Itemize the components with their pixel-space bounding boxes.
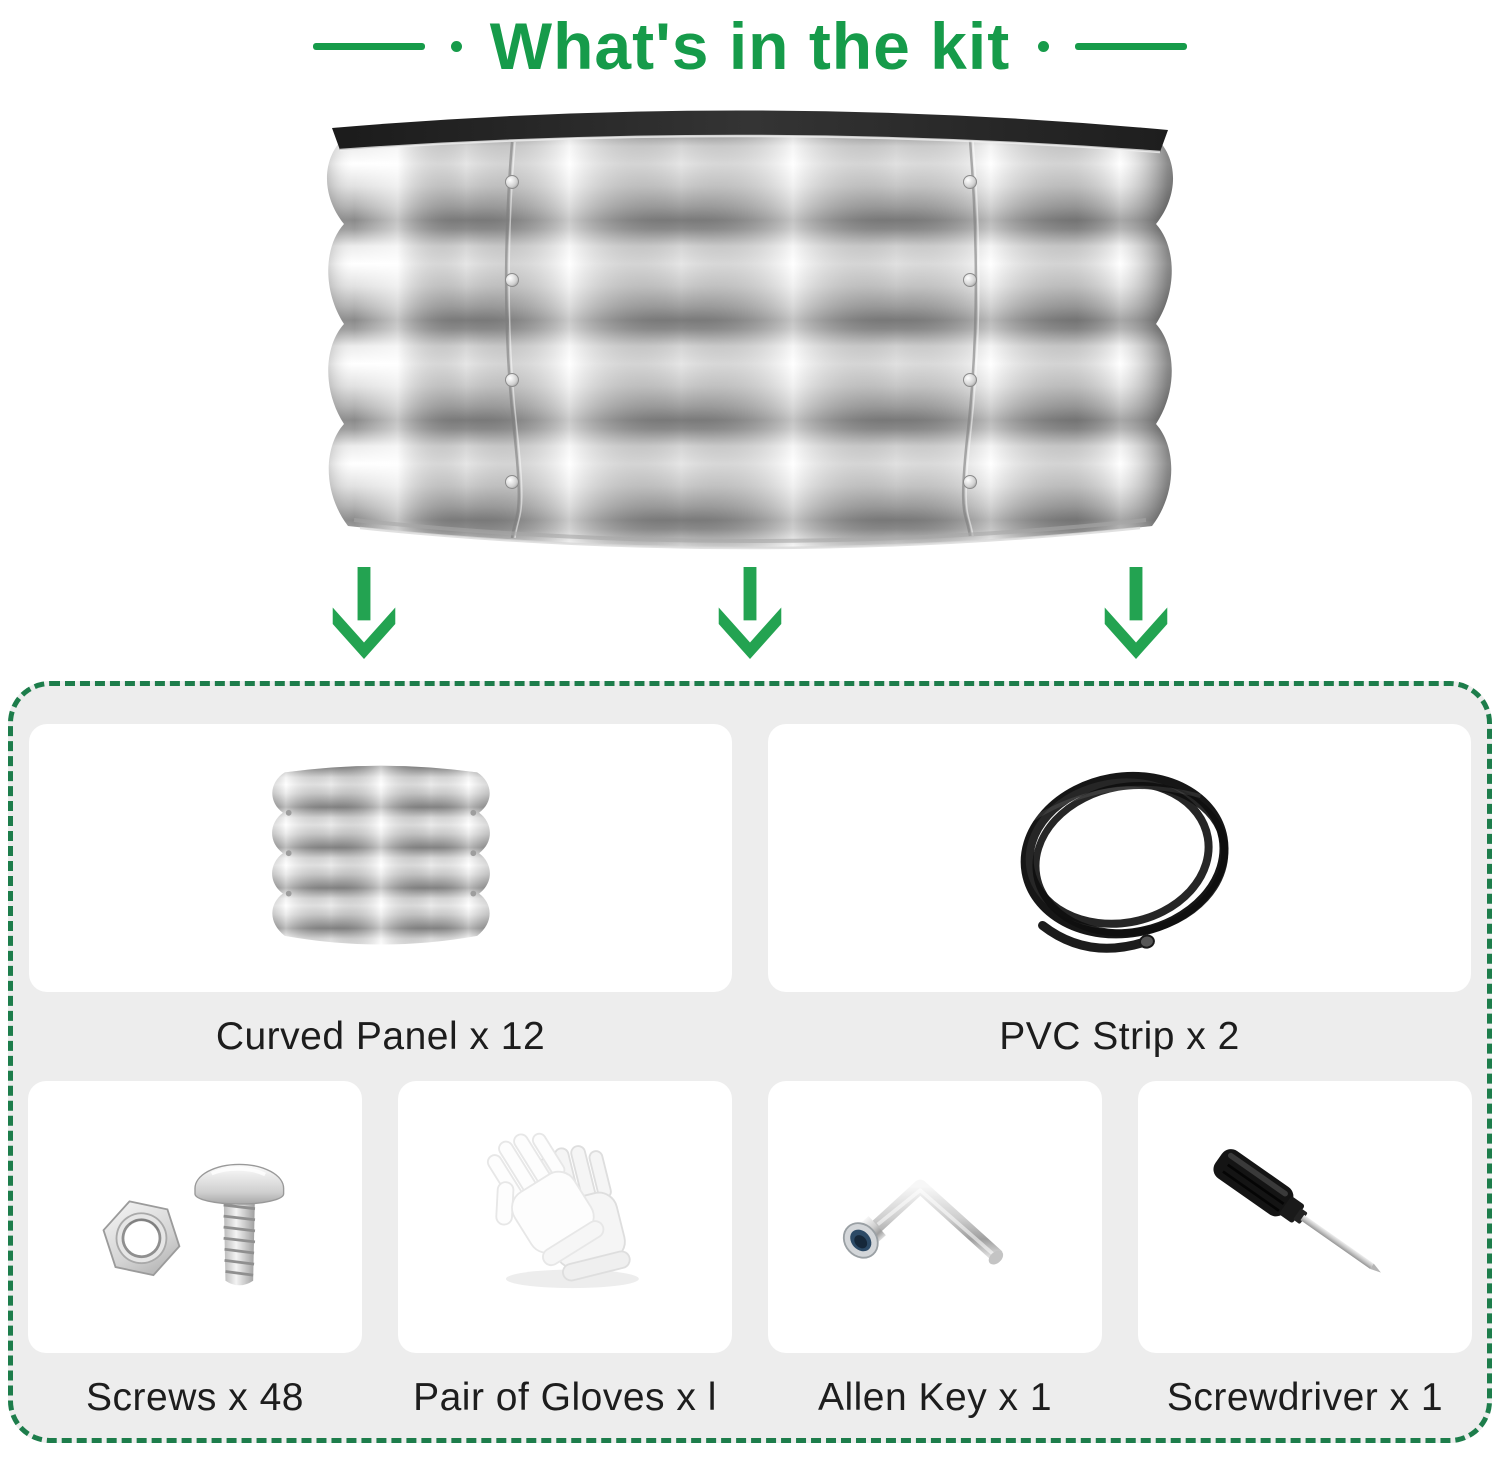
title-decoration-left xyxy=(313,41,462,52)
dash-line-icon xyxy=(313,43,425,50)
curved-panel-image xyxy=(256,757,506,959)
page-title: What's in the kit xyxy=(489,9,1011,83)
item-image-card xyxy=(28,1081,362,1353)
title-decoration-right xyxy=(1038,41,1187,52)
kit-row-2 xyxy=(33,1081,1467,1442)
arrow-row xyxy=(331,567,1169,659)
screwdriver-image xyxy=(1185,1120,1425,1314)
product-photo-raised-bed xyxy=(320,90,1180,555)
item-image-card xyxy=(398,1081,732,1353)
pvc-strip-image xyxy=(960,753,1280,963)
kit-item-label: Screws x 48 xyxy=(86,1375,304,1419)
header xyxy=(0,0,1500,88)
kit-item-label: Allen Key x 1 xyxy=(817,1375,1053,1419)
galvanized-round-raised-bed-photo xyxy=(320,90,1180,555)
kit-row-1 xyxy=(33,724,1467,1081)
kit-item-pvc-strip xyxy=(768,724,1471,1081)
kit-item-allen-key xyxy=(768,1081,1102,1442)
down-arrow-icon xyxy=(1103,567,1169,659)
item-image-card xyxy=(29,724,732,992)
kit-item-label: Pair of Gloves x l xyxy=(413,1375,717,1419)
down-arrow-icon xyxy=(717,567,783,659)
kit-item-screwdriver xyxy=(1138,1081,1472,1442)
screws-image xyxy=(75,1120,315,1314)
kit-item-screws xyxy=(28,1081,362,1442)
dot-icon xyxy=(1038,41,1049,52)
item-image-card xyxy=(768,1081,1102,1353)
item-image-card xyxy=(768,724,1471,992)
down-arrow-icon xyxy=(331,567,397,659)
kit-item-gloves xyxy=(398,1081,732,1442)
dash-line-icon xyxy=(1075,43,1187,50)
kit-item-label: Curved Panel x 12 xyxy=(215,1014,546,1058)
kit-item-label: PVC Strip x 2 xyxy=(999,1014,1240,1058)
kit-contents-panel xyxy=(8,681,1492,1443)
kit-item-curved-panel xyxy=(29,724,732,1081)
dot-icon xyxy=(451,41,462,52)
allen-key-image xyxy=(815,1120,1055,1314)
kit-item-label: Screwdriver x 1 xyxy=(1166,1375,1444,1419)
gloves-image xyxy=(445,1120,685,1314)
item-image-card xyxy=(1138,1081,1472,1353)
